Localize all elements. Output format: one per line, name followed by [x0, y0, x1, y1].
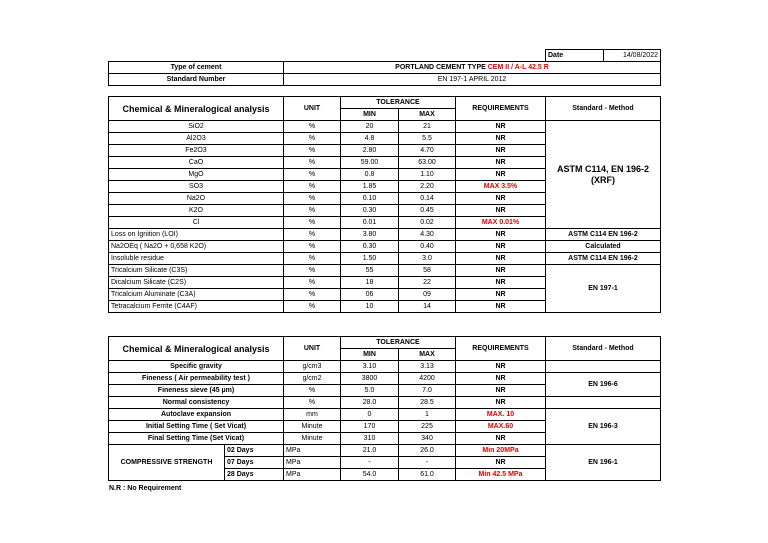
unit-cell: Minute — [284, 433, 341, 445]
requirement-value: NR — [456, 193, 546, 205]
min-value: 59.00 — [341, 157, 399, 169]
parameter-name: Fineness ( Air permeability test ) — [109, 373, 284, 385]
unit-cell: % — [284, 229, 341, 241]
max-value: 4.70 — [399, 145, 456, 157]
max-value: 61.0 — [399, 469, 456, 481]
table1-title: Chemical & Mineralogical analysis — [109, 97, 284, 121]
max-value: 4.30 — [399, 229, 456, 241]
min-value: 28.0 — [341, 397, 399, 409]
table2-requirements-header: REQUIREMENTS — [456, 337, 546, 361]
requirement-value: NR — [456, 253, 546, 265]
type-value: PORTLAND CEMENT TYPE CEM II / A-L 42.5 R — [284, 62, 661, 74]
requirement-value: NR — [456, 229, 546, 241]
max-value: 4200 — [399, 373, 456, 385]
max-value: 1.10 — [399, 169, 456, 181]
requirement-value: NR — [456, 241, 546, 253]
unit-cell: % — [284, 289, 341, 301]
method-phase: EN 197-1 — [546, 265, 661, 313]
parameter-name: Final Setting Time (Set Vicat) — [109, 433, 284, 445]
parameter-name: Insoluble residue — [109, 253, 284, 265]
unit-cell: MPa — [284, 445, 341, 457]
table2-unit-header: UNIT — [284, 337, 341, 361]
unit-cell: mm — [284, 409, 341, 421]
unit-cell: % — [284, 277, 341, 289]
unit-cell: % — [284, 241, 341, 253]
unit-cell: % — [284, 181, 341, 193]
max-value: 22 — [399, 277, 456, 289]
min-value: 0 — [341, 409, 399, 421]
unit-cell: % — [284, 121, 341, 133]
requirement-value: NR — [456, 169, 546, 181]
requirement-value: NR — [456, 457, 546, 469]
max-value: 63.00 — [399, 157, 456, 169]
min-value: 10 — [341, 301, 399, 313]
min-value: 55 — [341, 265, 399, 277]
max-value: 1 — [399, 409, 456, 421]
parameter-name: Tricalcium Silicate (C3S) — [109, 265, 284, 277]
max-value: 0.14 — [399, 193, 456, 205]
min-value: 54.0 — [341, 469, 399, 481]
min-value: 18 — [341, 277, 399, 289]
min-value: 1.50 — [341, 253, 399, 265]
table-row — [109, 361, 661, 373]
standard-label: Standard Number — [109, 74, 284, 86]
header-table — [108, 49, 661, 86]
min-value: 0.8 — [341, 169, 399, 181]
parameter-name: MgO — [109, 169, 284, 181]
requirement-value: MAX 3.5% — [456, 181, 546, 193]
unit-cell: MPa — [284, 469, 341, 481]
parameter-name: CaO — [109, 157, 284, 169]
parameter-name: Autoclave expansion — [109, 409, 284, 421]
parameter-name: Al2O3 — [109, 133, 284, 145]
max-value: 0.40 — [399, 241, 456, 253]
parameter-name: SO3 — [109, 181, 284, 193]
parameter-name: Cl — [109, 217, 284, 229]
requirement-value: MAX.60 — [456, 421, 546, 433]
max-value: 225 — [399, 421, 456, 433]
requirement-value: NR — [456, 133, 546, 145]
min-value: 3.10 — [341, 361, 399, 373]
standard-value: EN 197-1 APRIL 2012 — [284, 74, 661, 86]
requirement-value: NR — [456, 433, 546, 445]
method-setting: EN 196-3 — [546, 409, 661, 445]
min-value: 5.0 — [341, 385, 399, 397]
compressive-strength-label: COMPRESSIVE STRENGTH — [109, 445, 225, 481]
requirement-value: NR — [456, 265, 546, 277]
date-label: Date — [546, 50, 604, 62]
min-value: 310 — [341, 433, 399, 445]
date-value: 14/08/2022 — [604, 50, 661, 62]
table-row — [109, 373, 661, 385]
unit-cell: g/cm2 — [284, 373, 341, 385]
table2-max-header: MAX — [399, 349, 456, 361]
table1-min-header: MIN — [341, 109, 399, 121]
requirement-value: MAX 0.01% — [456, 217, 546, 229]
requirement-value: NR — [456, 373, 546, 385]
method-empty — [546, 361, 661, 373]
parameter-name: Tetracalcium Ferrite (C4AF) — [109, 301, 284, 313]
table-row — [109, 253, 661, 265]
table1-requirements-header: REQUIREMENTS — [456, 97, 546, 121]
footer-note: N.R : No Requirement — [109, 485, 182, 492]
min-value: 1.85 — [341, 181, 399, 193]
table2-title: Chemical & Mineralogical analysis — [109, 337, 284, 361]
method-empty — [546, 397, 661, 409]
unit-cell: % — [284, 133, 341, 145]
max-value: 3.13 — [399, 361, 456, 373]
parameter-name: Normal consistency — [109, 397, 284, 409]
min-value: 20 — [341, 121, 399, 133]
parameter-name: Fe2O3 — [109, 145, 284, 157]
max-value: 3.0 — [399, 253, 456, 265]
requirement-value: NR — [456, 277, 546, 289]
max-value: 09 — [399, 289, 456, 301]
table-row — [109, 445, 661, 457]
min-value: 4.8 — [341, 133, 399, 145]
requirement-value: NR — [456, 385, 546, 397]
min-value: 0.01 — [341, 217, 399, 229]
method-xrf: ASTM C114, EN 196-2 (XRF) — [546, 121, 661, 229]
parameter-name: Specific gravity — [109, 361, 284, 373]
requirement-value: Min 20MPa — [456, 445, 546, 457]
table1-standard-header: Standard - Method — [546, 97, 661, 121]
table-row — [109, 409, 661, 421]
parameter-name: Fineness sieve (45 µm) — [109, 385, 284, 397]
age-cell: 28 Days — [225, 469, 284, 481]
max-value: 7.0 — [399, 385, 456, 397]
unit-cell: % — [284, 253, 341, 265]
min-value: 170 — [341, 421, 399, 433]
age-cell: 07 Days — [225, 457, 284, 469]
max-value: 2.20 — [399, 181, 456, 193]
unit-cell: % — [284, 397, 341, 409]
parameter-name: Initial Setting Time ( Set Vicat) — [109, 421, 284, 433]
age-cell: 02 Days — [225, 445, 284, 457]
min-value: 21.0 — [341, 445, 399, 457]
max-value: 28.5 — [399, 397, 456, 409]
chemical-analysis-table — [108, 96, 661, 313]
requirement-value: NR — [456, 397, 546, 409]
type-label: Type of cement — [109, 62, 284, 74]
min-value: - — [341, 457, 399, 469]
parameter-name: SiO2 — [109, 121, 284, 133]
unit-cell: % — [284, 205, 341, 217]
max-value: 14 — [399, 301, 456, 313]
max-value: 21 — [399, 121, 456, 133]
method-compressive: EN 196-1 — [546, 445, 661, 481]
unit-cell: % — [284, 157, 341, 169]
unit-cell: g/cm3 — [284, 361, 341, 373]
max-value: 26.0 — [399, 445, 456, 457]
requirement-value: NR — [456, 289, 546, 301]
table-row — [109, 121, 661, 133]
unit-cell: % — [284, 217, 341, 229]
min-value: 3.80 — [341, 229, 399, 241]
unit-cell: % — [284, 169, 341, 181]
max-value: 0.02 — [399, 217, 456, 229]
unit-cell: MPa — [284, 457, 341, 469]
requirement-value: NR — [456, 361, 546, 373]
requirement-value: NR — [456, 301, 546, 313]
table-row — [109, 229, 661, 241]
requirement-value: Min 42.5 MPa — [456, 469, 546, 481]
parameter-name: Dicalcium Silicate (C2S) — [109, 277, 284, 289]
unit-cell: % — [284, 301, 341, 313]
physical-analysis-table — [108, 336, 661, 481]
max-value: 58 — [399, 265, 456, 277]
method-loi: ASTM C114 EN 196-2 — [546, 229, 661, 241]
table1-max-header: MAX — [399, 109, 456, 121]
min-value: 06 — [341, 289, 399, 301]
min-value: 0.30 — [341, 205, 399, 217]
min-value: 0.30 — [341, 241, 399, 253]
parameter-name: Na2O — [109, 193, 284, 205]
requirement-value: NR — [456, 145, 546, 157]
min-value: 0.10 — [341, 193, 399, 205]
table2-min-header: MIN — [341, 349, 399, 361]
table-row — [109, 241, 661, 253]
min-value: 3800 — [341, 373, 399, 385]
table2-tolerance-header: TOLERANCE — [341, 337, 456, 349]
unit-cell: % — [284, 265, 341, 277]
max-value: - — [399, 457, 456, 469]
requirement-value: MAX. 10 — [456, 409, 546, 421]
table-row — [109, 397, 661, 409]
parameter-name: Tricalcium Aluminate (C3A) — [109, 289, 284, 301]
max-value: 0.45 — [399, 205, 456, 217]
table-row — [109, 265, 661, 277]
method-fineness: EN 196-6 — [546, 373, 661, 397]
unit-cell: Minute — [284, 421, 341, 433]
method-calculated: Calculated — [546, 241, 661, 253]
requirement-value: NR — [456, 121, 546, 133]
unit-cell: % — [284, 385, 341, 397]
parameter-name: K2O — [109, 205, 284, 217]
table2-standard-header: Standard - Method — [546, 337, 661, 361]
requirement-value: NR — [456, 157, 546, 169]
parameter-name: Na2OEq ( Na2O + 0,658 K2O) — [109, 241, 284, 253]
method-insoluble: ASTM C114 EN 196-2 — [546, 253, 661, 265]
max-value: 340 — [399, 433, 456, 445]
parameter-name: Loss on Ignition (LOI) — [109, 229, 284, 241]
requirement-value: NR — [456, 205, 546, 217]
table1-tolerance-header: TOLERANCE — [341, 97, 456, 109]
unit-cell: % — [284, 193, 341, 205]
min-value: 2.80 — [341, 145, 399, 157]
unit-cell: % — [284, 145, 341, 157]
max-value: 5.5 — [399, 133, 456, 145]
table1-unit-header: UNIT — [284, 97, 341, 121]
